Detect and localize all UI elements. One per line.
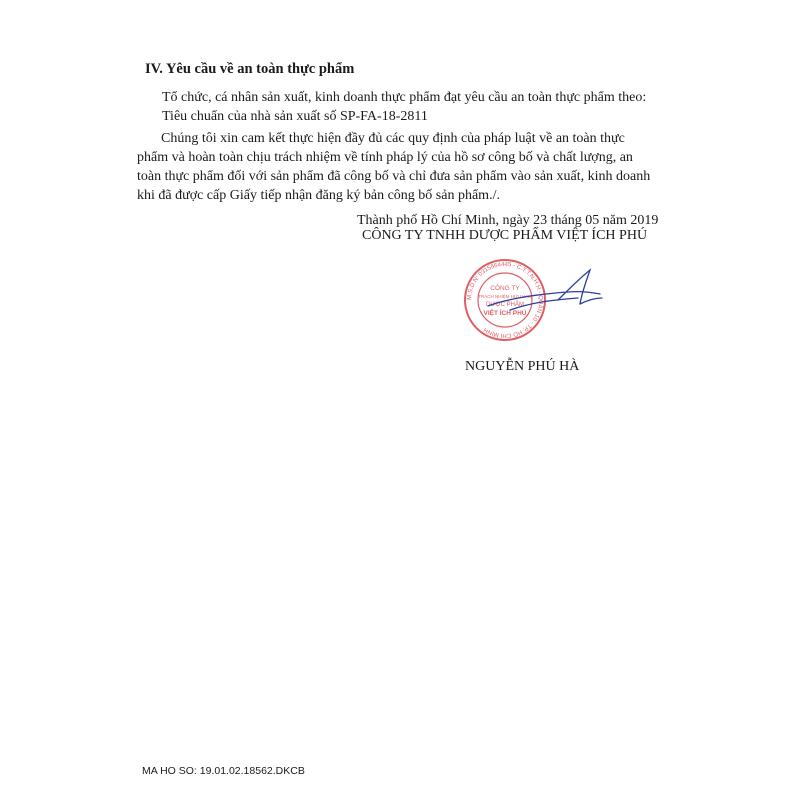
seal-ring-text: M.S.D.N: 0315564445 - C.T.T.N.H.H - QUẬN 10 - TP. HỒ CHÍ MINH bbox=[466, 261, 544, 339]
stamp-signature-area bbox=[440, 248, 620, 348]
seal-line-1: CÔNG TY bbox=[490, 285, 520, 292]
standard-line: Tiêu chuẩn của nhà sản xuất số SP-FA-18-2811 bbox=[162, 109, 428, 124]
commitment-text: Chúng tôi xin cam kết thực hiện đầy đủ các quy định của pháp luật về an toàn thực phẩm và hoàn toàn chịu trách nhiệm về tính pháp lý của hồ sơ công bố và chất lượng, an toàn thực phẩm đối với sản phẩm đã công bố và chỉ đưa sản phẩm vào sản xuất, kinh doanh khi đã được cấp Giấy tiếp nhận đăng ký bản công bố sản phẩm./. bbox=[137, 131, 651, 203]
seal-stamp bbox=[465, 260, 545, 340]
seal-line-3: DƯỢC PHẨM bbox=[486, 302, 524, 308]
seal-line-4: VIỆT ÍCH PHÚ bbox=[483, 310, 527, 317]
seal-line-2: TRÁCH NHIỆM HỮU HẠN bbox=[478, 294, 532, 299]
document-code: MA HO SO: 19.01.02.18562.DKCB bbox=[142, 765, 305, 777]
company-name: CÔNG TY TNHH DƯỢC PHẨM VIỆT ÍCH PHÚ bbox=[362, 228, 648, 243]
section-heading: IV. Yêu cầu về an toàn thực phẩm bbox=[145, 61, 355, 77]
requirement-line: Tổ chức, cá nhân sản xuất, kinh doanh thực phẩm đạt yêu cầu an toàn thực phẩm theo: bbox=[162, 90, 647, 105]
signer-name: NGUYỄN PHÚ HÀ bbox=[465, 359, 580, 374]
commitment-paragraph bbox=[137, 129, 657, 205]
place-date: Thành phố Hồ Chí Minh, ngày 23 tháng 05 năm 2019 bbox=[357, 213, 659, 228]
company-seal bbox=[440, 248, 620, 348]
